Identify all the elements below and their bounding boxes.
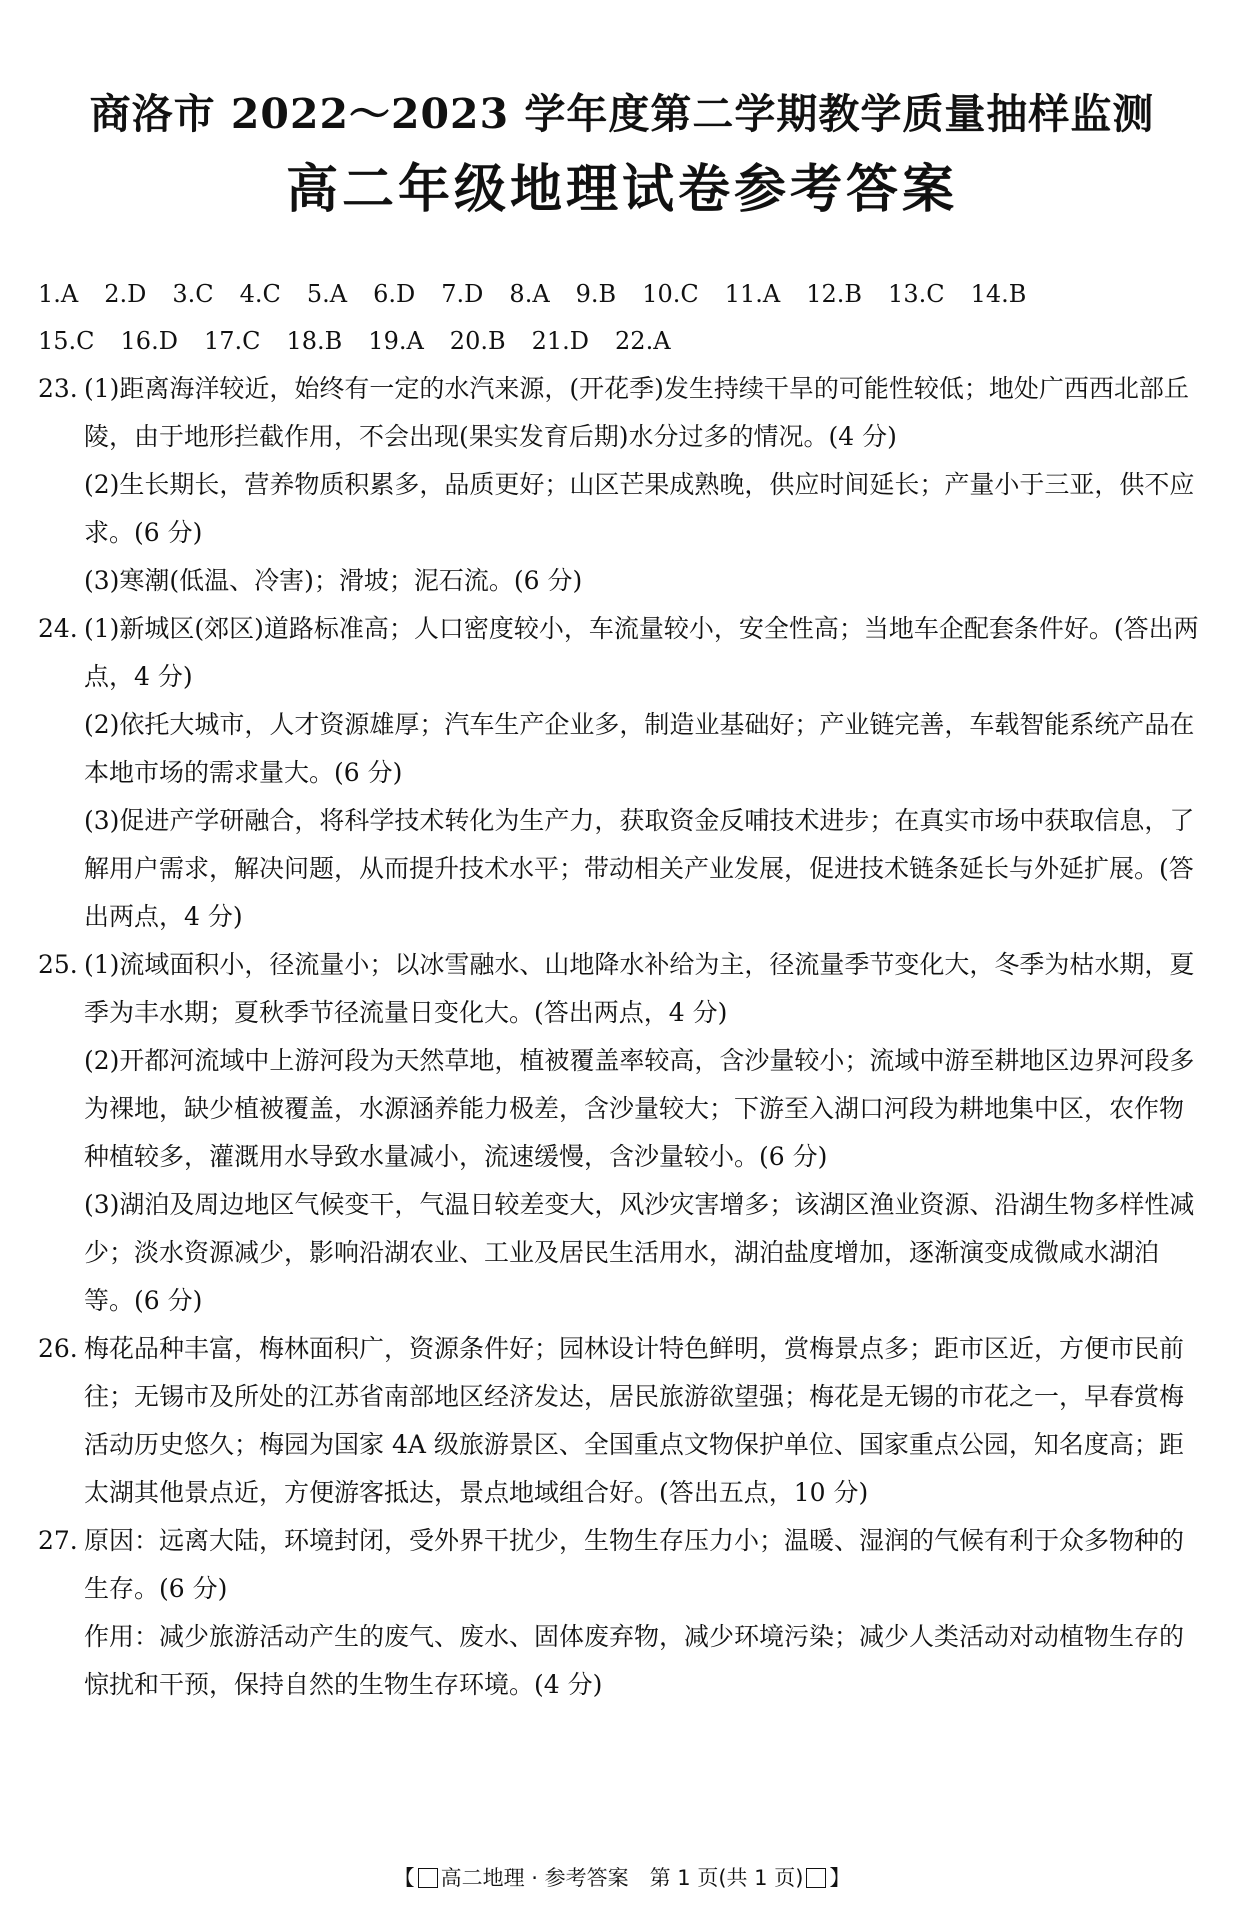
mc-answer: 16.D xyxy=(120,327,178,355)
question-number: 25. xyxy=(38,950,78,979)
checkbox-square-icon xyxy=(418,1868,438,1888)
mc-answer: 5.A xyxy=(306,280,348,308)
mc-answer: 12.B xyxy=(806,280,863,308)
mc-answer: 9.B xyxy=(575,280,617,308)
mc-answer: 7.D xyxy=(441,280,484,308)
question-number: 23. xyxy=(38,374,78,403)
question-number: 27. xyxy=(38,1526,78,1555)
mc-row-2 xyxy=(38,318,1206,365)
footer-text: 高二地理 · 参考答案 第 1 页(共 1 页) xyxy=(440,1866,804,1890)
answer-part-2: (2)生长期长，营养物质积累多，品质更好；山区芒果成熟晚，供应时间延长；产量小于三亚，供不应求。(6 分) xyxy=(84,470,1195,547)
exam-title: 商洛市 2022～2023 学年度第二学期教学质量抽样监测 xyxy=(89,90,1155,138)
checkbox-square-icon xyxy=(806,1868,826,1888)
mc-answer: 6.D xyxy=(373,280,416,308)
question-25 xyxy=(38,941,1206,1325)
page-footer xyxy=(0,1862,1244,1892)
answer-part-2: (2)开都河流域中上游河段为天然草地，植被覆盖率较高，含沙量较小；流域中游至耕地区边界河段多为裸地，缺少植被覆盖，水源涵养能力极差，含沙量较大；下游至入湖口河段为耕地集中区，农作物种植较多，灌溉用水导致水量减小，流速缓慢，含沙量较小。(6 分) xyxy=(84,1046,1195,1171)
mc-answer: 22.A xyxy=(615,327,671,355)
mc-answer: 10.C xyxy=(642,280,699,308)
answer-reason: 原因：远离大陆，环境封闭，受外界干扰少，生物生存压力小；温暖、湿润的气候有利于众多物种的生存。(6 分) xyxy=(84,1526,1185,1603)
mc-row-1 xyxy=(38,271,1206,318)
multiple-choice-answers xyxy=(38,271,1206,365)
mc-answer: 2.D xyxy=(104,280,147,308)
mc-answer: 19.A xyxy=(368,327,424,355)
question-number: 24. xyxy=(38,614,78,643)
mc-answer: 1.A xyxy=(38,280,79,308)
footer-bracket-close: 】 xyxy=(829,1866,851,1890)
mc-answer: 8.A xyxy=(509,280,550,308)
mc-answer: 18.B xyxy=(286,327,343,355)
mc-answer: 14.B xyxy=(970,280,1027,308)
mc-answer: 4.C xyxy=(239,280,281,308)
question-23 xyxy=(38,365,1206,605)
answer-text: 梅花品种丰富，梅林面积广，资源条件好；园林设计特色鲜明，赏梅景点多；距市区近，方便市民前往；无锡市及所处的江苏省南部地区经济发达，居民旅游欲望强；梅花是无锡的市花之一，早春赏梅活动历史悠久；梅园为国家 4A 级旅游景区、全国重点文物保护单位、国家重点公园，知名度高；距太湖其他景点近，方便游客抵达，景点地域组合好。(答出五点，10 分) xyxy=(84,1334,1185,1507)
mc-answer: 11.A xyxy=(724,280,781,308)
answer-effect: 作用：减少旅游活动产生的废气、废水、固体废弃物，减少环境污染；减少人类活动对动植物生存的惊扰和干预，保持自然的生物生存环境。(4 分) xyxy=(84,1622,1185,1699)
answer-part-1: (1)流域面积小，径流量小；以冰雪融水、山地降水补给为主，径流量季节变化大，冬季为枯水期，夏季为丰水期；夏秋季节径流量日变化大。(答出两点，4 分) xyxy=(84,950,1195,1027)
mc-answer: 20.B xyxy=(449,327,506,355)
mc-answer: 21.D xyxy=(531,327,590,355)
mc-answer: 3.C xyxy=(172,280,214,308)
mc-answer: 13.C xyxy=(888,280,945,308)
footer-bracket-open: 【 xyxy=(393,1866,415,1890)
answer-part-1: (1)距离海洋较近，始终有一定的水汽来源，(开花季)发生持续干旱的可能性较低；地处广西西北部丘陵，由于地形拦截作用，不会出现(果实发育后期)水分过多的情况。(4 分) xyxy=(84,374,1189,451)
question-24 xyxy=(38,605,1206,941)
exam-subtitle: 高二年级地理试卷参考答案 xyxy=(285,159,958,220)
question-26 xyxy=(38,1325,1206,1517)
question-27 xyxy=(38,1517,1206,1709)
answer-part-3: (3)促进产学研融合，将科学技术转化为生产力，获取资金反哺技术进步；在真实市场中获取信息，了解用户需求，解决问题，从而提升技术水平；带动相关产业发展，促进技术链条延长与外延扩展。(答出两点，4 分) xyxy=(84,806,1195,931)
question-number: 26. xyxy=(38,1334,78,1363)
mc-answer: 17.C xyxy=(203,327,261,355)
mc-answer: 15.C xyxy=(38,327,95,355)
answer-part-3: (3)寒潮(低温、冷害)；滑坡；泥石流。(6 分) xyxy=(84,566,583,595)
answer-part-1: (1)新城区(郊区)道路标准高；人口密度较小，车流量较小，安全性高；当地车企配套条件好。(答出两点，4 分) xyxy=(84,614,1199,691)
answer-part-3: (3)湖泊及周边地区气候变干，气温日较差变大，风沙灾害增多；该湖区渔业资源、沿湖生物多样性减少；淡水资源减少，影响沿湖农业、工业及居民生活用水，湖泊盐度增加，逐渐演变成微咸水湖泊等。(6 分) xyxy=(84,1190,1195,1315)
answer-part-2: (2)依托大城市，人才资源雄厚；汽车生产企业多，制造业基础好；产业链完善，车载智能系统产品在本地市场的需求量大。(6 分) xyxy=(84,710,1195,787)
